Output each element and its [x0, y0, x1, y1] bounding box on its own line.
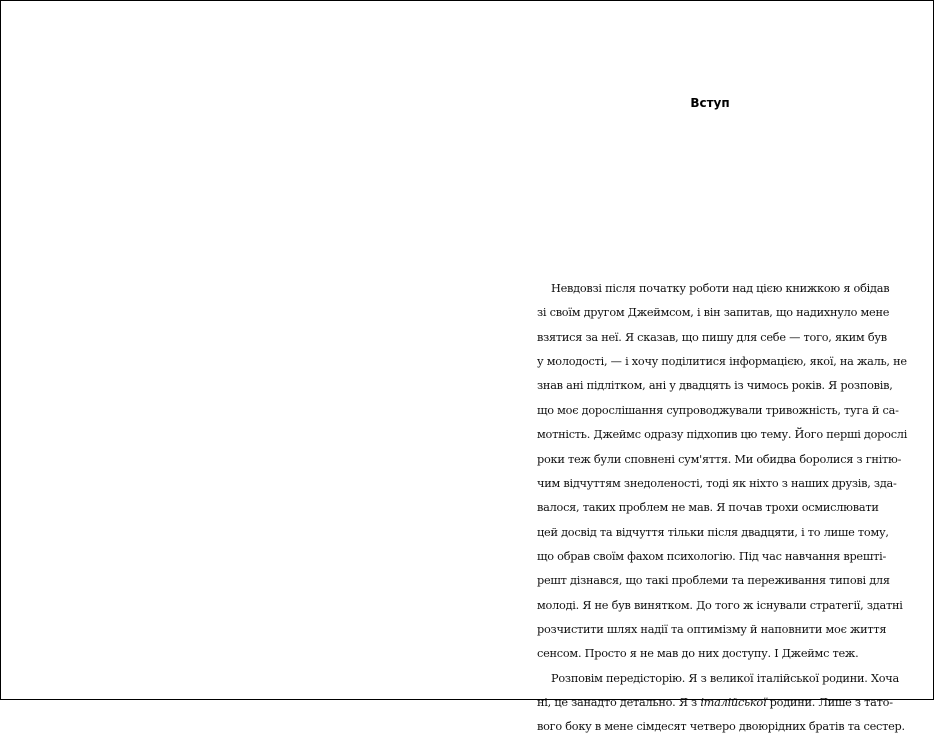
- text-line: мотність. Джеймс одразу підхопив цю тему. Його перші дорослі: [537, 428, 908, 442]
- chapter-title: Вступ: [690, 96, 730, 110]
- text-line: розчистити шлях надії та оптимізму й наповнити моє життя: [537, 623, 887, 637]
- text-line: роки теж були сповнені сум'яття. Ми обидва боролися з гнітю-: [537, 452, 902, 466]
- text-line: цей досвід та відчуття тільки після двадцяти, і то лише тому,: [537, 525, 889, 539]
- text-line: [537, 691, 893, 715]
- text-line: сенсом. Просто я не мав до них доступу. І Джеймс теж.: [537, 647, 859, 661]
- text-line: Розповім передісторію. Я з великої італійської родини. Хоча: [551, 671, 899, 685]
- text-line: валося, таких проблем не мав. Я почав трохи осмислювати: [537, 501, 879, 515]
- text-line: взятися за неї. Я сказав, що пишу для себе — того, яким був: [537, 330, 887, 344]
- text-line: що обрав своїм фахом психологію. Під час навчання врешті-: [537, 549, 887, 563]
- paragraph: [537, 667, 905, 740]
- text-line: решт дізнався, що такі проблеми та переживання типові для: [537, 574, 890, 588]
- text-line: Невдовзі після початку роботи над цією книжкою я обідав: [551, 282, 890, 295]
- text-line: у молодості, — і хочу поділитися інформацією, якої, на жаль, не: [537, 355, 907, 369]
- body-text: [537, 277, 908, 740]
- text-line: молоді. Я не був винятком. До того ж існували стратегії, здатні: [537, 598, 903, 612]
- italic-text: італійської: [700, 696, 767, 710]
- text-line: що моє дорослішання супроводжували тривожність, туга й са-: [537, 403, 899, 417]
- text-span: ні, це занадто детально. Я з: [537, 696, 701, 710]
- text-line: чим відчуттям знедоленості, тоді як ніхто з наших друзів, зда-: [537, 476, 897, 490]
- text-line: вого боку в мене сімдесят четверо двоюрідних братів та сестер.: [537, 720, 905, 734]
- text-line: зі своїм другом Джеймсом, і він запитав, що надихнуло мене: [537, 306, 890, 320]
- text-span: родини. Лише з тато-: [766, 696, 893, 710]
- text-line: знав ані підлітком, ані у двадцять із чимось років. Я розповів,: [537, 379, 893, 393]
- paragraph: [537, 277, 908, 667]
